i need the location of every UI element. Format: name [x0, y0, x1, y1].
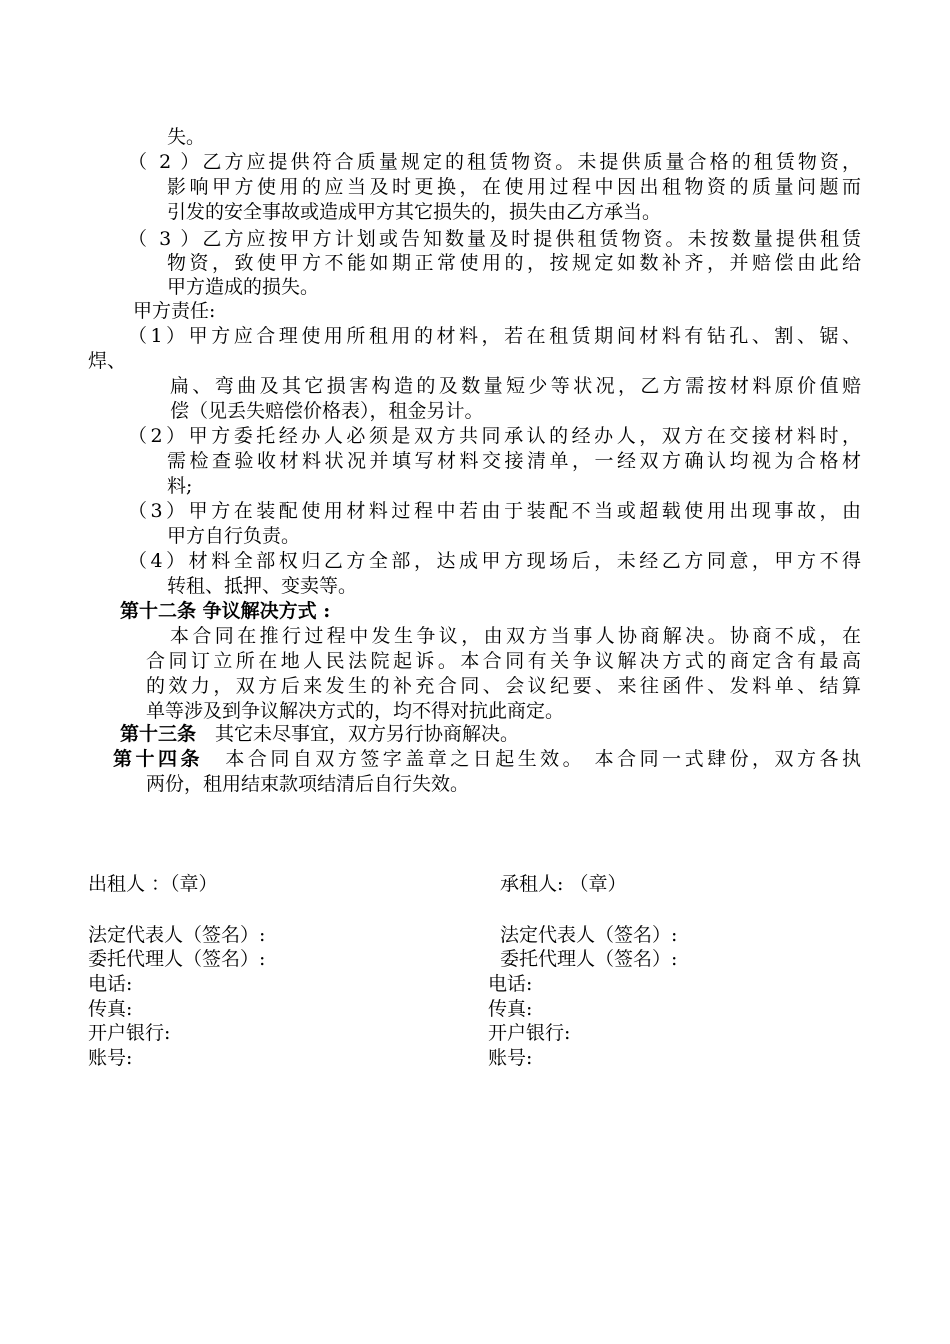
text-line: 引发的安全事故或造成甲方其它损失的，损失由乙方承当。 — [167, 201, 662, 223]
text-line: 的效力，双方后来发生的补充合同、会议纪要、来往函件、发料单、结算 — [146, 675, 861, 697]
lessor-seal-label: 出租人 ：（章） — [88, 873, 218, 895]
text-line: 本合同在推行过程中发生争议，由双方当事人协商解决。协商不成，在 — [170, 625, 861, 647]
text-line: （2）甲方委托经办人必须是双方共同承认的经办人，双方在交接材料时， — [128, 425, 861, 447]
lessor-account-label: 账号: — [88, 1047, 133, 1069]
article-14 — [113, 747, 861, 771]
text-line: 单等涉及到争议解决方式的，均不得对抗此商定。 — [146, 700, 565, 722]
article-13 — [120, 722, 519, 746]
lessee-seal-label: 承租人: （章） — [500, 873, 627, 895]
text-line: 甲方造成的损失。 — [167, 276, 320, 298]
article-text: 本合同自双方签字盖章之日起生效。 本合同一式肆份，双方各执 — [221, 748, 861, 770]
lessor-rep-label: 法定代表人（签名）: — [88, 924, 266, 946]
text-line: 合同订立所在地人民法院起诉。本合同有关争议解决方式的商定含有最高 — [146, 650, 861, 672]
lessee-agent-label: 委托代理人（签名）: — [500, 948, 678, 970]
text-line: （3）甲方在装配使用材料过程中若由于装配不当或超载使用出现事故，由 — [128, 500, 861, 522]
lessor-agent-label: 委托代理人（签名）: — [88, 948, 266, 970]
lessee-bank-label: 开户银行: — [488, 1022, 571, 1044]
lessee-fax-label: 传真: — [488, 998, 533, 1020]
text-line: 失。 — [167, 126, 206, 148]
lessee-account-label: 账号: — [488, 1047, 533, 1069]
section-heading: 甲方责任: — [133, 300, 216, 322]
text-line: 甲方自行负责。 — [167, 525, 301, 547]
article-heading: 第十二条 争议解决方式 : — [120, 600, 331, 622]
lessee-phone-label: 电话: — [488, 973, 533, 995]
text-line: （4）材料全部权归乙方全部，达成甲方现场后，未经乙方同意，甲方不得 — [128, 550, 861, 572]
text-line: 扁、弯曲及其它损害构造的及数量短少等状况，乙方需按材料原价值赔 — [170, 375, 861, 397]
article-text: 其它未尽事宜，双方另行协商解决。 — [215, 723, 520, 745]
article-heading: 第十四条 — [113, 748, 203, 770]
text-line: 料; — [167, 475, 193, 497]
lessee-rep-label: 法定代表人（签名）: — [500, 924, 678, 946]
lessor-bank-label: 开户银行: — [88, 1022, 171, 1044]
text-line: 两份，租用结束款项结清后自行失效。 — [146, 773, 470, 795]
text-line: 偿（见丢失赔偿价格表），租金另计。 — [170, 400, 484, 422]
text-line: 影响甲方使用的应当及时更换，在使用过程中因出租物资的质量问题而 — [167, 176, 861, 198]
text-line: （ 3 ）乙方应按甲方计划或告知数量及时提供租赁物资。未按数量提供租赁 — [128, 228, 861, 250]
text-line: 转租、抵押、变卖等。 — [167, 575, 358, 597]
lessor-phone-label: 电话: — [88, 973, 133, 995]
article-heading: 第十三条 — [120, 723, 197, 745]
text-line: 需检查验收材料状况并填写材料交接清单，一经双方确认均视为合格材 — [167, 450, 861, 472]
lessor-fax-label: 传真: — [88, 998, 133, 1020]
text-line: （1）甲方应合理使用所租用的材料，若在租赁期间材料有钻孔、割、锯、 — [128, 325, 861, 347]
text-line: 物资，致使甲方不能如期正常使用的，按规定如数补齐，并赔偿由此给 — [167, 252, 861, 274]
text-line: 焊、 — [88, 350, 127, 372]
text-line: （ 2 ）乙方应提供符合质量规定的租赁物资。未提供质量合格的租赁物资， — [128, 151, 861, 173]
